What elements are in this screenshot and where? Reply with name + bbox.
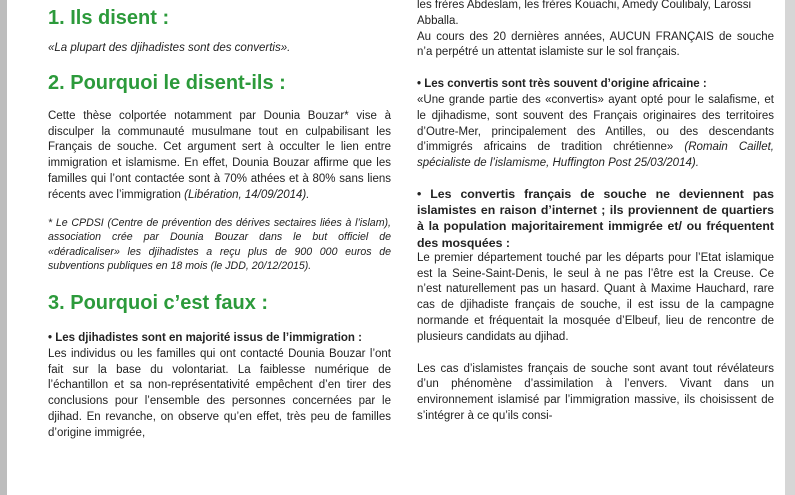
- bullet-immigration: [48, 331, 391, 442]
- footnote-cpdsi: * Le CPDSI (Centre de prévention des dérives sectaires liées à l’islam), association crée par Dounia Bouzar dans le but officiel de «déradicaliser» les djihadistes a reçu plus de 900 000 euros de subventions publiques en 18 mois (le JDD, 20/12/2015).: [48, 216, 391, 273]
- heading-pourquoi-faux: 3. Pourquoi c’est faux :: [48, 291, 269, 314]
- bullet-internet-text: Le premier département touché par les départs pour l’Etat islamique est la Seine-Saint-Denis, le seul à ne pas l’être est la Creuse. Ce n’est naturellement pas un hasard. Quant à Maxime Hauchard, rare cas de djihadiste français de souche, il est issu de la campagne normande et fréquentait la mosquée d’Elbeuf, lieu de rencontre de plusieurs candidats au djihad.: [417, 251, 774, 343]
- bullet-africaine-text: [417, 93, 774, 172]
- source-caillet: (Romain Caillet, spécialiste de l’islamisme, Huffington Post 25/03/2014).: [417, 141, 774, 170]
- continuation-names: les frères Abdeslam, les frères Kouachi, Amedy Coulibaly, Larossi Abballa.: [417, 0, 752, 27]
- page-edge-left: [0, 0, 7, 495]
- left-column: [48, 0, 391, 442]
- right-column: [417, 0, 774, 425]
- bullet-africaine-quote: «Une grande partie des «convertis» ayant opté pour le salafisme, et le djihadisme, sont souvent des Français originaires des territoires d’Outre-Mer, principalement des Antilles, ou des descendants d’immigrés africains de tradition chrétienne»: [417, 93, 774, 154]
- page-edge-right: [785, 0, 795, 495]
- paragraph-assimilation: Les cas d’islamistes français de souche sont avant tout révélateurs d’un phénomène d’assimilation à l’envers. Vivant dans un environnement islamisé par l’immigration massive, ils choisissent de s’intégrer à ce qu’ils consi-: [417, 362, 774, 422]
- bullet-immigration-text: Les individus ou les familles qui ont contacté Dounia Bouzar l’ont fait sur la base du volontariat. La faiblesse numérique de l’échantillon et sa non-représentativité empêchent d’en tirer des conclusions pour l’ensemble des personnes concernées par le djihad. En revanche, on observe qu’en effet, très peu de familles d’origine immigrée,: [48, 347, 391, 439]
- bullet-internet: [417, 186, 774, 346]
- paragraph-bouzar-text: Cette thèse colportée notamment par Dounia Bouzar* vise à disculper la communauté musulmane tout en culpabilisant les Français de souche. Cet argument sert à occulter le lien entre immigration et islamisme. En effet, Dounia Bouzar affirme que les familles qui l’ont contactée sont à 70% athées et à 80% sans liens récents avec l’immigration: [48, 109, 391, 201]
- heading-pourquoi-le-disent: 2. Pourquoi le disent-ils :: [48, 71, 286, 94]
- source-liberation: (Libération, 14/09/2014).: [184, 188, 310, 201]
- bullet-africaine-title: • Les convertis sont très souvent d’origine africaine :: [417, 78, 707, 91]
- paragraph-bouzar: [48, 109, 391, 204]
- bullet-africaine: [417, 77, 774, 172]
- bullet-immigration-title: • Les djihadistes sont en majorité issus de l’immigration :: [48, 331, 362, 344]
- heading-ils-disent: 1. Ils disent :: [48, 7, 170, 29]
- bullet-internet-title: • Les convertis français de souche ne deviennent pas islamistes en raison d’internet ; ils proviennent de quartiers à la population majoritairement immigrée et/ ou fréquentent des mosquées :: [417, 186, 774, 250]
- quote-convertis: «La plupart des djihadistes sont des convertis».: [48, 42, 291, 54]
- paragraph-aucun-francais: Au cours des 20 dernières années, AUCUN FRANÇAIS de souche n’a perpétré un attentat islamiste sur le sol français.: [417, 30, 774, 59]
